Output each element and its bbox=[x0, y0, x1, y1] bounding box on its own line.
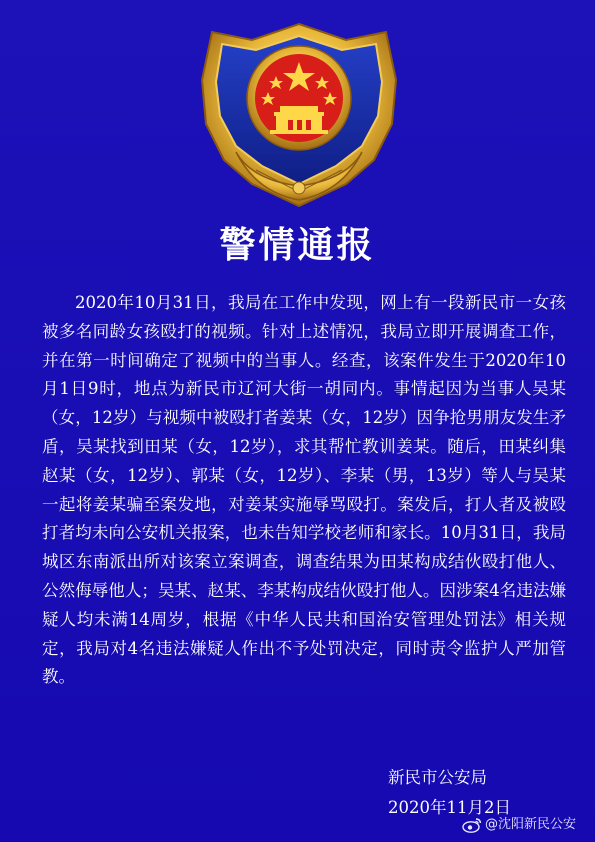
police-emblem-icon bbox=[196, 20, 402, 210]
weibo-icon bbox=[462, 817, 482, 833]
issue-date: 2020年11月2日 bbox=[388, 798, 511, 817]
issuing-agency: 新民市公安局 bbox=[388, 768, 487, 787]
weibo-watermark bbox=[462, 815, 576, 835]
watermark-text: @沈阳新民公安 bbox=[485, 817, 577, 832]
notice-body: 2020年10月31日，我局在工作中发现，网上有一段新民市一女孩被多名同龄女孩殴打的视频。针对上述情况，我局立即开展调查工作，并在第一时间确定了视频中的当事人。经查，该案件发生于2020年10月1日9时，地点为新民市辽河大街一胡同内。事情起因为当事人吴某（女，12岁）与视频中被殴打者姜某（女，12岁）因争抢男朋友发生矛盾，吴某找到田某（女，12岁），求其帮忙教训姜某。随后，田某纠集赵某（女，12岁）、郭某（女，12岁）、李某（男，13岁）等人与吴某一起将姜某骗至案发地，对姜某实施辱骂殴打。案发后，打人者及被殴打者均未向公安机关报案，也未告知学校老师和家长。10月31日，我局城区东南派出所对该案立案调查，调查结果为田某构成结伙殴打他人、公然侮辱他人；吴某、赵某、李某构成结伙殴打他人。因涉案4名违法嫌疑人均未满14周岁，根据《中华人民共和国治安管理处罚法》相关规定，我局对4名违法嫌疑人作出不予处罚决定，同时责令监护人严加管教。 bbox=[42, 293, 566, 687]
notice-title: 警情通报 bbox=[219, 225, 376, 266]
